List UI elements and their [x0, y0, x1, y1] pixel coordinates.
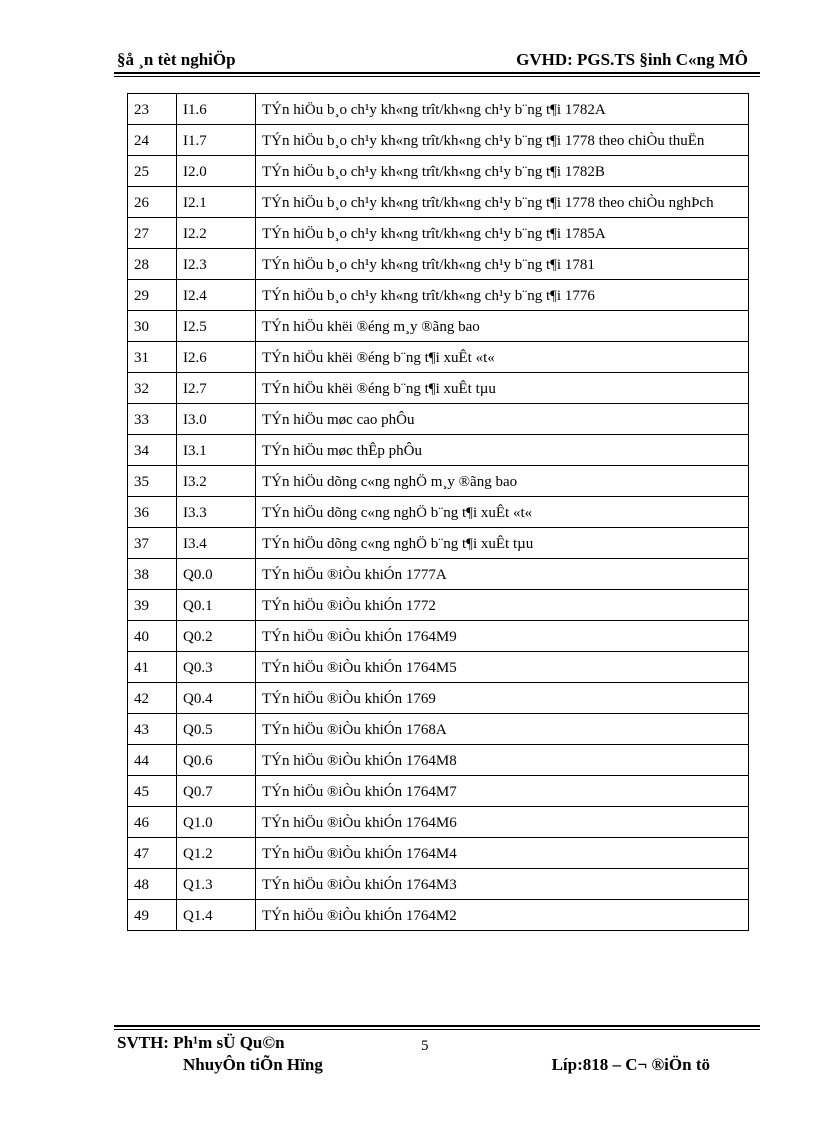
row-address: I3.3	[177, 497, 256, 528]
row-number: 34	[128, 435, 177, 466]
row-description: TÝn hiÖu b¸o ch¹y kh«ng trît/kh«ng ch¹y b¨ng t¶i 1778 theo chiÒu thuËn	[256, 125, 749, 156]
row-description: TÝn hiÖu ®iÒu khiÓn 1764M6	[256, 807, 749, 838]
row-address: Q1.0	[177, 807, 256, 838]
signal-table	[127, 93, 749, 931]
table-row	[128, 776, 749, 807]
row-address: I2.5	[177, 311, 256, 342]
row-number: 24	[128, 125, 177, 156]
row-address: I2.0	[177, 156, 256, 187]
row-number: 45	[128, 776, 177, 807]
row-description: TÝn hiÖu ®iÒu khiÓn 1772	[256, 590, 749, 621]
row-address: I2.2	[177, 218, 256, 249]
table-row	[128, 404, 749, 435]
row-number: 33	[128, 404, 177, 435]
table-row	[128, 466, 749, 497]
row-address: Q0.7	[177, 776, 256, 807]
table-row	[128, 869, 749, 900]
header-rule-thick	[114, 72, 760, 74]
row-description: TÝn hiÖu b¸o ch¹y kh«ng trît/kh«ng ch¹y b¨ng t¶i 1778 theo chiÒu nghÞch	[256, 187, 749, 218]
row-description: TÝn hiÖu ®iÒu khiÓn 1777A	[256, 559, 749, 590]
row-description: TÝn hiÖu ®iÒu khiÓn 1764M7	[256, 776, 749, 807]
footer-rule-thick	[114, 1025, 760, 1027]
table-row	[128, 745, 749, 776]
row-address: I2.1	[177, 187, 256, 218]
table-row	[128, 280, 749, 311]
row-address: Q1.2	[177, 838, 256, 869]
row-address: Q0.0	[177, 559, 256, 590]
row-description: TÝn hiÖu ®iÒu khiÓn 1764M3	[256, 869, 749, 900]
row-number: 25	[128, 156, 177, 187]
table-row	[128, 652, 749, 683]
table-row	[128, 342, 749, 373]
row-address: I3.2	[177, 466, 256, 497]
table-row	[128, 94, 749, 125]
row-description: TÝn hiÖu b¸o ch¹y kh«ng trît/kh«ng ch¹y b¨ng t¶i 1782B	[256, 156, 749, 187]
row-number: 23	[128, 94, 177, 125]
row-description: TÝn hiÖu dõng c«ng nghÖ b¨ng t¶i xuÊt tµu	[256, 528, 749, 559]
table-row	[128, 187, 749, 218]
row-number: 37	[128, 528, 177, 559]
row-address: I3.4	[177, 528, 256, 559]
table-row	[128, 435, 749, 466]
row-description: TÝn hiÖu khëi ®éng b¨ng t¶i xuÊt «t«	[256, 342, 749, 373]
row-address: I2.4	[177, 280, 256, 311]
row-description: TÝn hiÖu khëi ®éng m¸y ®ãng bao	[256, 311, 749, 342]
table-row	[128, 900, 749, 931]
row-number: 36	[128, 497, 177, 528]
page-number: 5	[421, 1038, 429, 1054]
row-description: TÝn hiÖu b¸o ch¹y kh«ng trît/kh«ng ch¹y b¨ng t¶i 1785A	[256, 218, 749, 249]
row-address: I3.0	[177, 404, 256, 435]
row-description: TÝn hiÖu ®iÒu khiÓn 1764M5	[256, 652, 749, 683]
table-row	[128, 125, 749, 156]
row-description: TÝn hiÖu khëi ®éng b¨ng t¶i xuÊt tµu	[256, 373, 749, 404]
row-address: I2.7	[177, 373, 256, 404]
footer-rule-thin	[114, 1029, 760, 1030]
row-number: 43	[128, 714, 177, 745]
row-description: TÝn hiÖu møc cao phÔu	[256, 404, 749, 435]
row-number: 44	[128, 745, 177, 776]
table-row	[128, 621, 749, 652]
header-left-title: §å ¸n tèt nghiÖp	[117, 50, 236, 69]
row-description: TÝn hiÖu ®iÒu khiÓn 1769	[256, 683, 749, 714]
footer-student-line1: SVTH: Ph¹m sÜ Qu©n	[117, 1033, 285, 1052]
row-description: TÝn hiÖu dõng c«ng nghÖ m¸y ®ãng bao	[256, 466, 749, 497]
row-number: 47	[128, 838, 177, 869]
footer-class-info: Líp:818 – C¬ ®iÖn tö	[551, 1055, 710, 1074]
row-description: TÝn hiÖu ®iÒu khiÓn 1764M9	[256, 621, 749, 652]
row-address: I3.1	[177, 435, 256, 466]
row-number: 40	[128, 621, 177, 652]
table-row	[128, 249, 749, 280]
row-number: 42	[128, 683, 177, 714]
table-row	[128, 838, 749, 869]
table-row	[128, 373, 749, 404]
table-row	[128, 528, 749, 559]
table-row	[128, 218, 749, 249]
table-row	[128, 807, 749, 838]
table-row	[128, 714, 749, 745]
row-number: 35	[128, 466, 177, 497]
table-row	[128, 683, 749, 714]
row-number: 32	[128, 373, 177, 404]
header-right-supervisor: GVHD: PGS.TS §inh C«ng MÔ	[516, 50, 748, 69]
header-rule-thin	[114, 76, 760, 77]
footer-student-line2: NhuyÔn tiÕn Hïng	[183, 1055, 323, 1074]
row-address: Q1.3	[177, 869, 256, 900]
row-address: Q0.2	[177, 621, 256, 652]
table-row	[128, 497, 749, 528]
row-number: 26	[128, 187, 177, 218]
table-row	[128, 156, 749, 187]
row-description: TÝn hiÖu ®iÒu khiÓn 1764M8	[256, 745, 749, 776]
row-address: I1.7	[177, 125, 256, 156]
table-row	[128, 311, 749, 342]
row-description: TÝn hiÖu møc thÊp phÔu	[256, 435, 749, 466]
row-number: 48	[128, 869, 177, 900]
row-number: 39	[128, 590, 177, 621]
row-address: I2.6	[177, 342, 256, 373]
row-description: TÝn hiÖu b¸o ch¹y kh«ng trît/kh«ng ch¹y b¨ng t¶i 1781	[256, 249, 749, 280]
signal-table-body	[128, 94, 749, 931]
row-number: 30	[128, 311, 177, 342]
row-address: Q0.4	[177, 683, 256, 714]
row-description: TÝn hiÖu ®iÒu khiÓn 1764M4	[256, 838, 749, 869]
row-number: 28	[128, 249, 177, 280]
row-address: Q0.1	[177, 590, 256, 621]
row-address: Q0.3	[177, 652, 256, 683]
row-description: TÝn hiÖu ®iÒu khiÓn 1764M2	[256, 900, 749, 931]
row-number: 31	[128, 342, 177, 373]
row-address: I1.6	[177, 94, 256, 125]
row-address: Q0.5	[177, 714, 256, 745]
row-number: 27	[128, 218, 177, 249]
row-description: TÝn hiÖu ®iÒu khiÓn 1768A	[256, 714, 749, 745]
row-description: TÝn hiÖu dõng c«ng nghÖ b¨ng t¶i xuÊt «t«	[256, 497, 749, 528]
row-address: I2.3	[177, 249, 256, 280]
row-number: 46	[128, 807, 177, 838]
row-number: 49	[128, 900, 177, 931]
table-row	[128, 590, 749, 621]
row-address: Q1.4	[177, 900, 256, 931]
table-row	[128, 559, 749, 590]
row-number: 29	[128, 280, 177, 311]
row-description: TÝn hiÖu b¸o ch¹y kh«ng trît/kh«ng ch¹y b¨ng t¶i 1776	[256, 280, 749, 311]
row-address: Q0.6	[177, 745, 256, 776]
row-description: TÝn hiÖu b¸o ch¹y kh«ng trît/kh«ng ch¹y b¨ng t¶i 1782A	[256, 94, 749, 125]
row-number: 41	[128, 652, 177, 683]
row-number: 38	[128, 559, 177, 590]
